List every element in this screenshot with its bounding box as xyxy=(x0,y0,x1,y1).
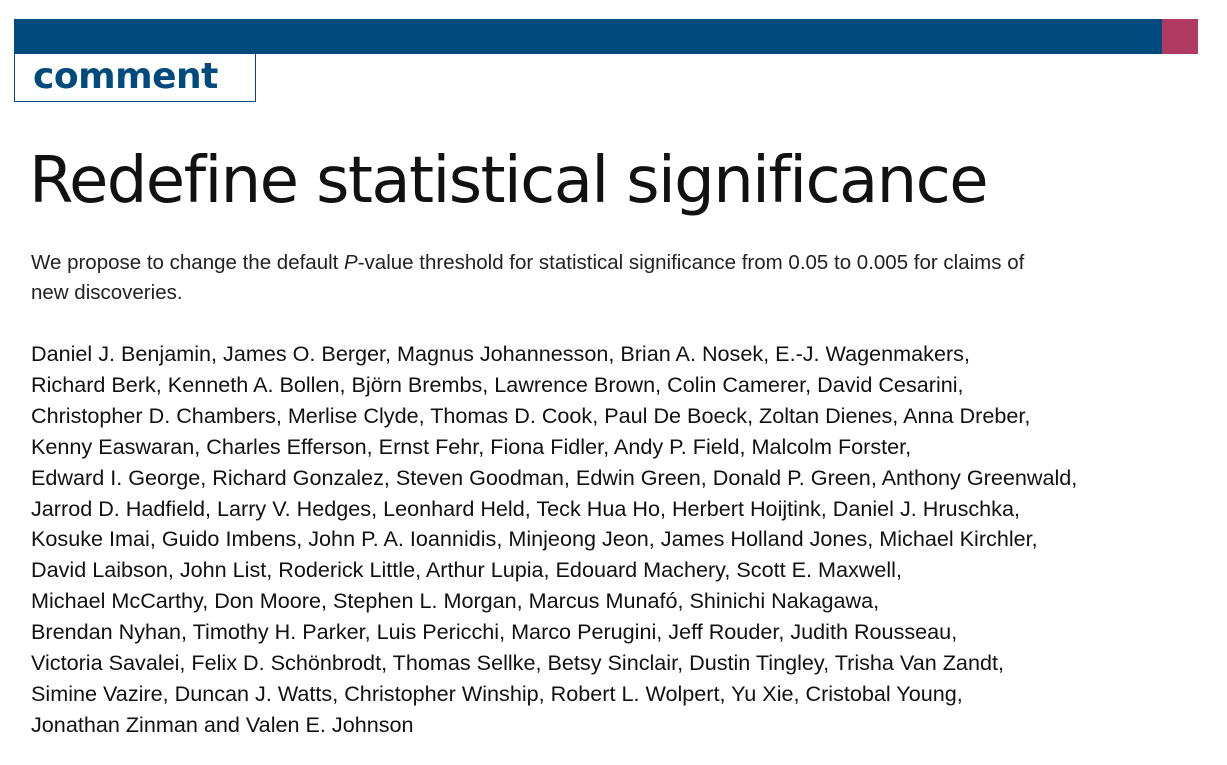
article-standfirst xyxy=(31,248,1181,308)
standfirst-text-start: We propose to change the default xyxy=(31,251,345,274)
author-line: Brendan Nyhan, Timothy H. Parker, Luis Pericchi, Marco Perugini, Jeff Rouder, Judith Rousseau, xyxy=(31,619,958,645)
p-value-symbol: P xyxy=(344,251,358,274)
author-line: Edward I. George, Richard Gonzalez, Steven Goodman, Edwin Green, Donald P. Green, Anthony Greenwald, xyxy=(31,464,1078,490)
author-line: Simine Vazire, Duncan J. Watts, Christopher Winship, Robert L. Wolpert, Yu Xie, Cristobal Young, xyxy=(31,680,963,706)
author-line: Daniel J. Benjamin, James O. Berger, Magnus Johannesson, Brian A. Nosek, E.-J. Wagenmakers, xyxy=(31,341,970,366)
article-title: Redefine statistical significance xyxy=(29,144,987,218)
header-accent-block xyxy=(1162,19,1198,54)
author-line: Michael McCarthy, Don Moore, Stephen L. Morgan, Marcus Munafó, Shinichi Nakagawa, xyxy=(31,588,880,614)
standfirst-text-line2: new discoveries. xyxy=(31,281,183,304)
header-bar xyxy=(14,19,1162,54)
author-line: Christopher D. Chambers, Merlise Clyde, Thomas D. Cook, Paul De Boeck, Zoltan Dienes, Anna Dreber, xyxy=(31,402,1031,428)
author-line: Jarrod D. Hadfield, Larry V. Hedges, Leonhard Held, Teck Hua Ho, Herbert Hoijtink, Daniel J. Hruschka, xyxy=(31,495,1020,521)
section-label: comment xyxy=(33,56,218,97)
author-line: Kosuke Imai, Guido Imbens, John P. A. Ioannidis, Minjeong Jeon, James Holland Jones, Michael Kirchler, xyxy=(31,526,1038,552)
author-line: Jonathan Zinman and Valen E. Johnson xyxy=(31,711,414,737)
author-line: David Laibson, John List, Roderick Little, Arthur Lupia, Edouard Machery, Scott E. Maxwell, xyxy=(31,557,902,583)
standfirst-text-end: -value threshold for statistical significance from 0.05 to 0.005 for claims of xyxy=(357,251,1025,274)
author-list xyxy=(31,339,1211,741)
author-line: Kenny Easwaran, Charles Efferson, Ernst Fehr, Fiona Fidler, Andy P. Field, Malcolm Forster, xyxy=(31,433,912,459)
author-line: Victoria Savalei, Felix D. Schönbrodt, Thomas Sellke, Betsy Sinclair, Dustin Tingley, Trisha Van Zandt, xyxy=(31,650,1004,676)
author-line: Richard Berk, Kenneth A. Bollen, Björn Brembs, Lawrence Brown, Colin Camerer, David Cesarini, xyxy=(31,371,964,397)
